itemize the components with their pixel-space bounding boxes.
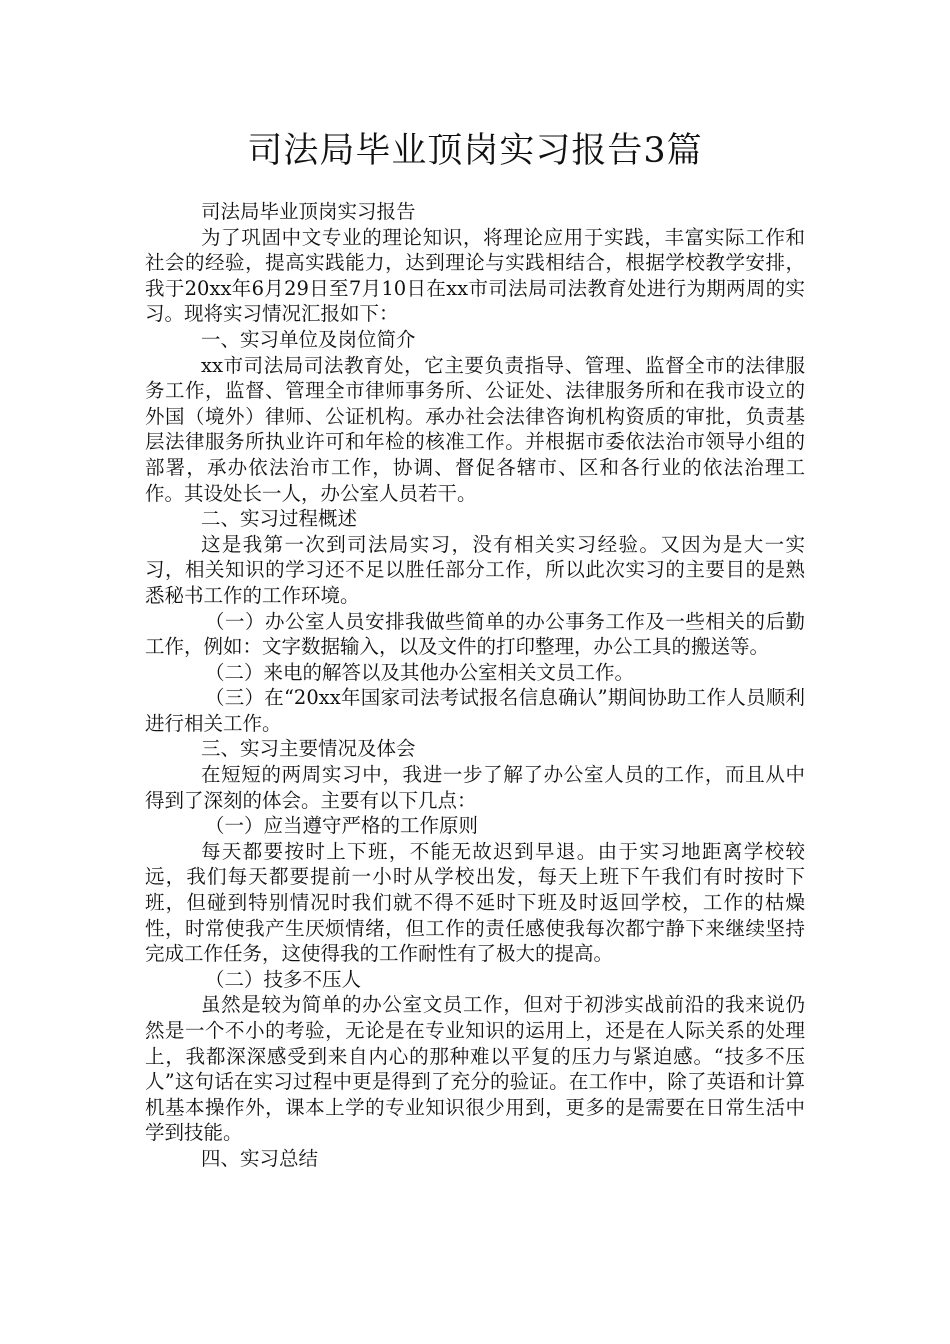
subheading-principles: （一）应当遵守严格的工作原则	[205, 814, 479, 838]
list-item-3: （三）在“20xx年国家司法考试报名信息确认”期间协助工作人员顺利进行相关工作。	[145, 686, 805, 735]
section-heading-3: 三、实习主要情况及体会	[201, 737, 416, 761]
document-body	[145, 199, 805, 1172]
section-heading-2: 二、实习过程概述	[201, 507, 358, 531]
paragraph-principles: 每天都要按时上下班，不能无故迟到早退。由于实习地距离学校较远，我们每天都要提前一小时从学校出发，每天上班下午我们有时按时下班，但碰到特别情况时我们就不得不延时下班及时返回学校，工作的枯燥性，时常使我产生厌烦情绪，但工作的责任感使我每次都宁静下来继续坚持完成工作任务，这使得我的工作耐性有了极大的提高。	[145, 839, 805, 966]
section-heading-4: 四、实习总结	[201, 1146, 319, 1170]
paragraph-skills: 虽然是较为简单的办公室文员工作，但对于初涉实战前沿的我来说仍然是一个不小的考验，无论是在专业知识的运用上，还是在人际关系的处理上，我都深深感受到来自内心的那种难以平复的压力与紧迫感。“技多不压人”这句话在实习过程中更是得到了充分的验证。在工作中，除了英语和计算机基本操作外，课本上学的专业知识很少用到，更多的是需要在日常生活中学到技能。	[145, 993, 805, 1145]
paragraph-experience: 在短短的两周实习中，我进一步了解了办公室人员的工作，而且从中得到了深刻的体会。主要有以下几点：	[145, 763, 805, 812]
subheading-skills: （二）技多不压人	[205, 967, 362, 991]
section-heading-1: 一、实习单位及岗位简介	[201, 327, 416, 351]
list-item-2: （二）来电的解答以及其他办公室相关文员工作。	[205, 660, 635, 684]
paragraph-intro: 为了巩固中文专业的理论知识，将理论应用于实践，丰富实际工作和社会的经验，提高实践能力，达到理论与实践相结合，根据学校教学安排，我于20xx年6月29日至7月10日在xx市司法局司法教育处进行为期两周的实习。现将实习情况汇报如下：	[145, 225, 805, 326]
paragraph-process: 这是我第一次到司法局实习，没有相关实习经验。又因为是大一实习，相关知识的学习还不足以胜任部分工作，所以此次实习的主要目的是熟悉秘书工作的工作环境。	[145, 532, 805, 607]
list-item-1: （一）办公室人员安排我做些简单的办公事务工作及一些相关的后勤工作，例如：文字数据输入，以及文件的打印整理，办公工具的搬送等。	[145, 609, 805, 659]
report-subtitle: 司法局毕业顶岗实习报告	[201, 200, 416, 223]
document-title: 司法局毕业顶岗实习报告3篇	[247, 131, 703, 171]
paragraph-unit-intro: xx市司法局司法教育处，它主要负责指导、管理、监督全市的法律服务工作，监督、管理全市律师事务所、公证处、法律服务所和在我市设立的外国（境外）律师、公证机构。承办社会法律咨询机构资质的审批，负责基层法律服务所执业许可和年检的核准工作。并根据市委依法治市领导小组的部署，承办依法治市工作，协调、督促各辖市、区和各行业的依法治理工作。其设处长一人，办公室人员若干。	[145, 353, 805, 505]
